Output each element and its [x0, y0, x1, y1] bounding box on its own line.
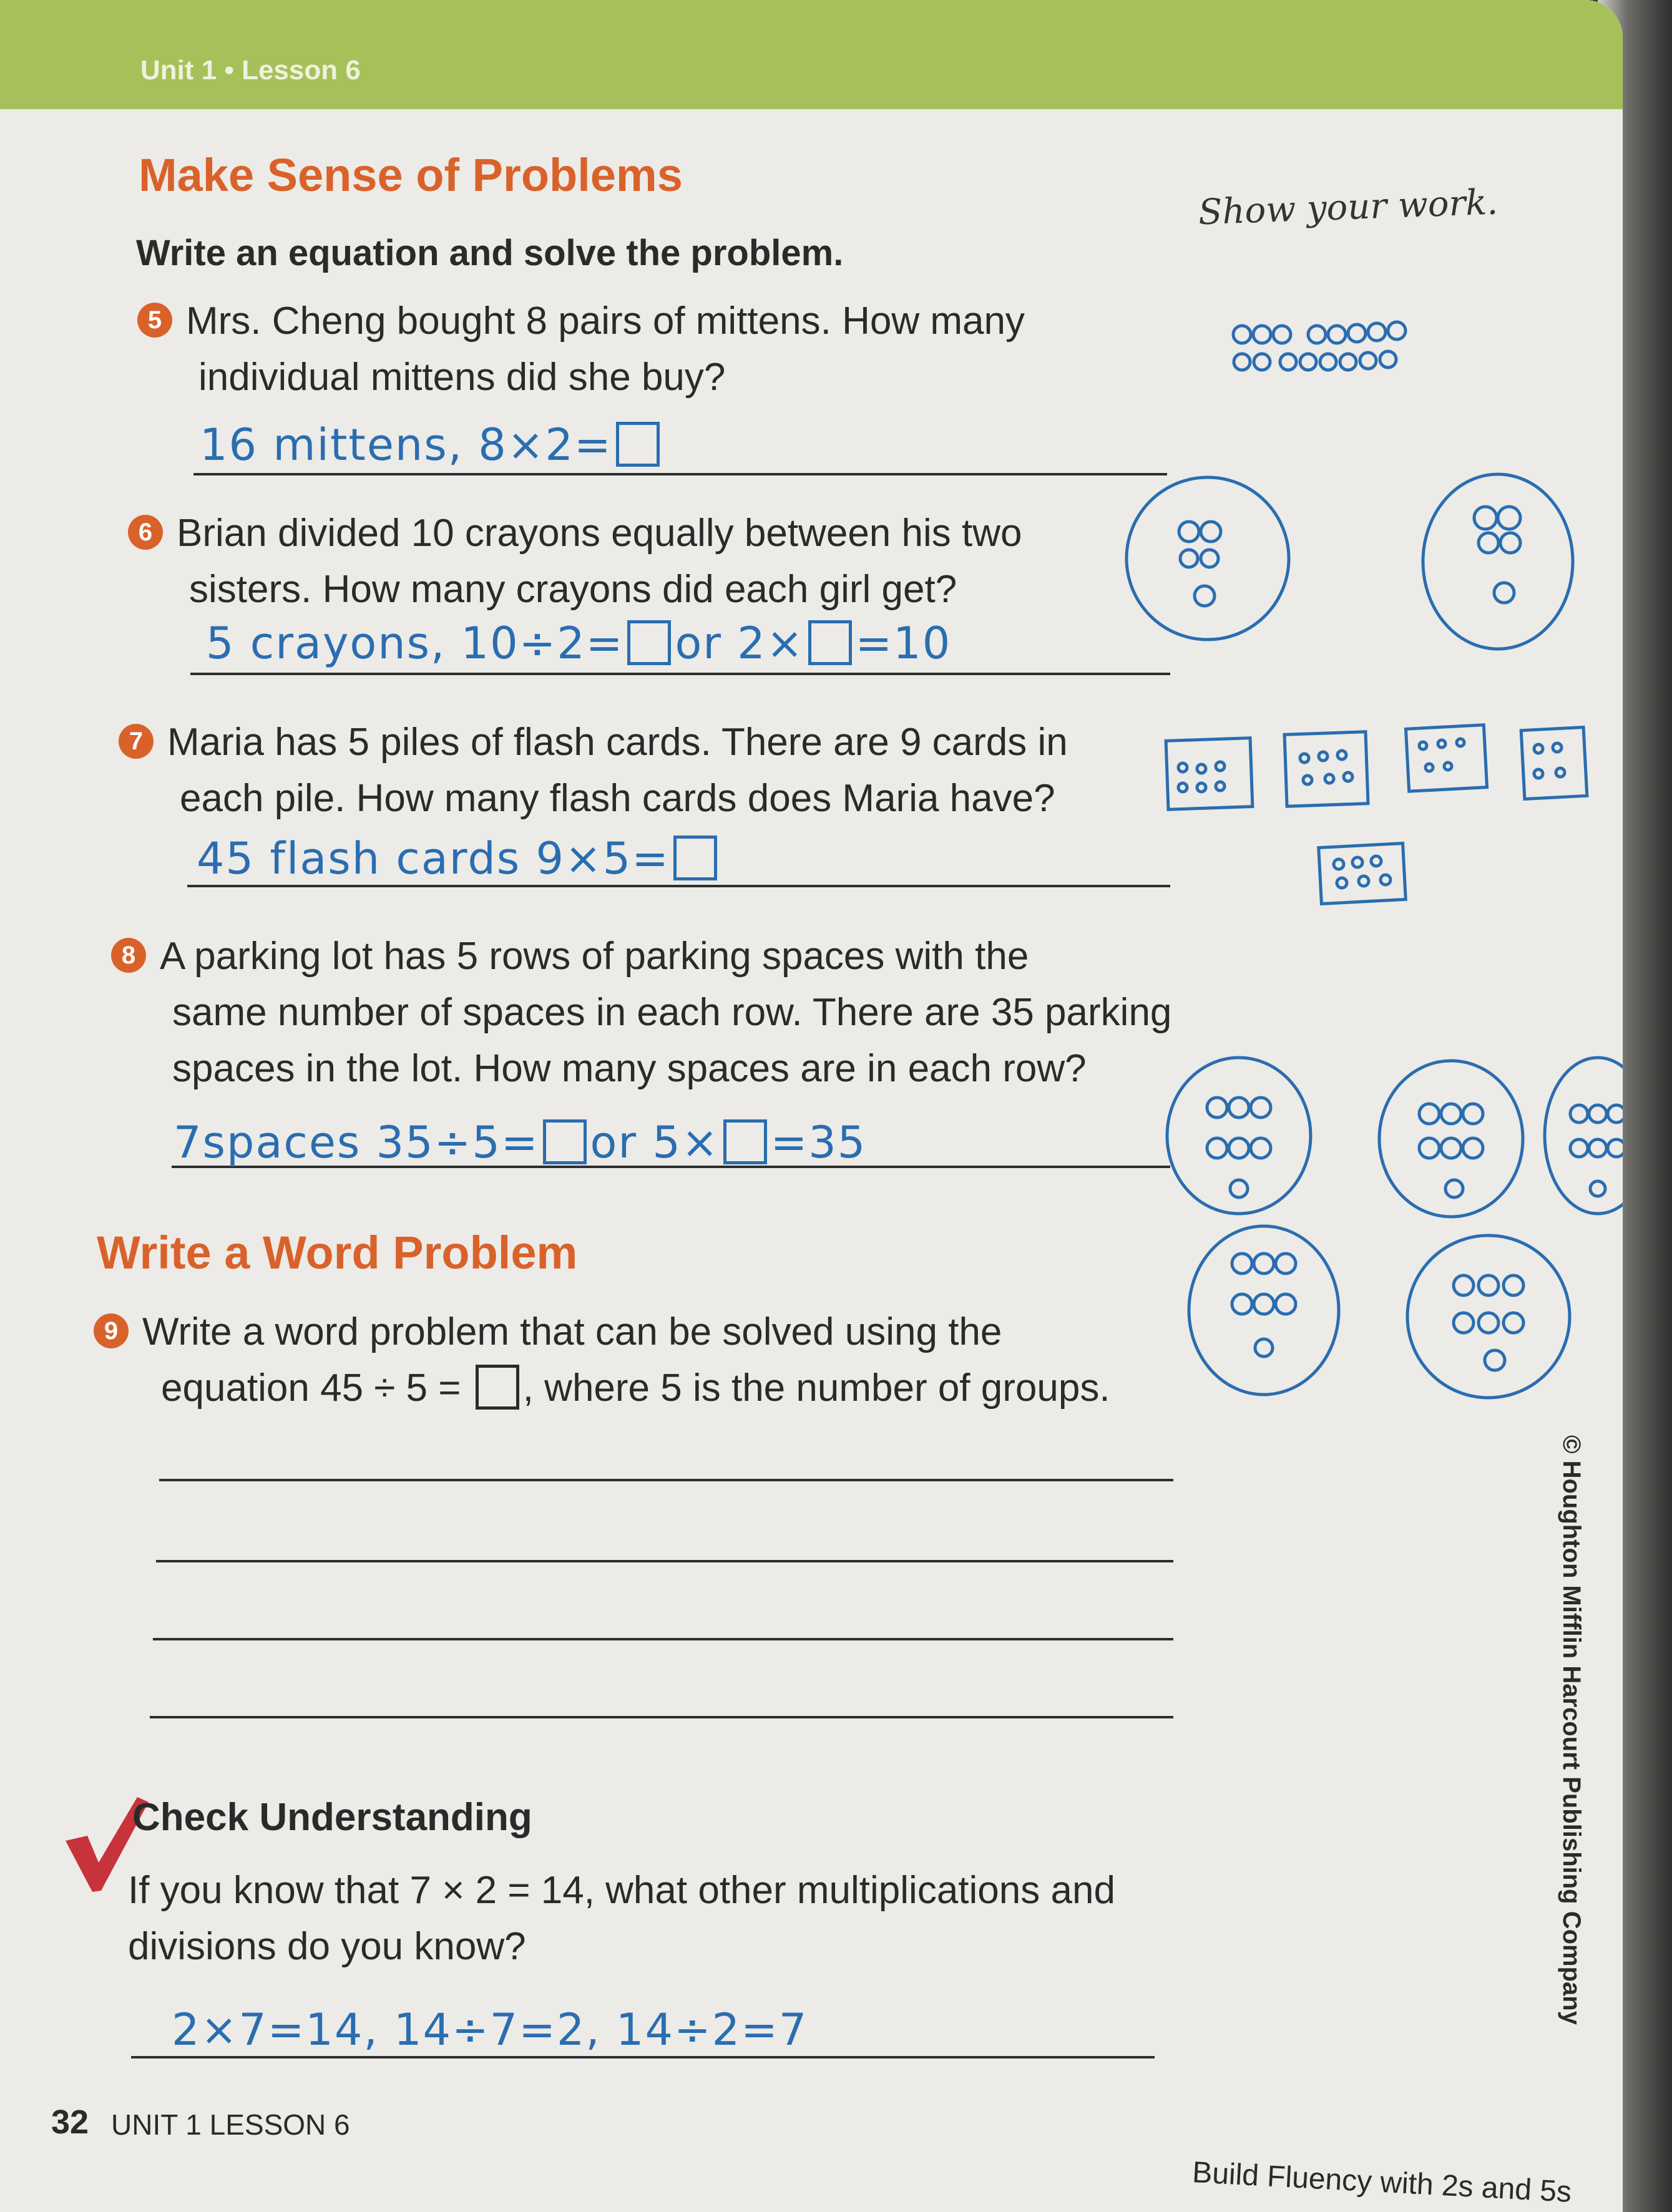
- answer-8: 7spaces 35÷5= or 5× =35: [174, 1117, 867, 1168]
- mittens-circles-sketch: [1233, 322, 1406, 370]
- check-answer: 2×7=14, 14÷7=2, 14÷2=7: [172, 2004, 808, 2055]
- problem-text: Brian divided 10 crayons equally between his two: [177, 512, 1022, 555]
- parking-rows-sketch: [1167, 1058, 1623, 1398]
- footer-lesson-title: Build Fluency with 2s and 5s: [1191, 2156, 1573, 2209]
- unit-lesson-label: Unit 1 • Lesson 6: [140, 55, 361, 85]
- section-title-make-sense: Make Sense of Problems: [139, 149, 683, 201]
- problem-number-badge: 7: [119, 724, 154, 759]
- answer-6: 5 crayons, 10÷2= or 2× =10: [206, 618, 952, 669]
- problem-text: spaces in the lot. How many spaces are in each row?: [172, 1047, 1087, 1090]
- section-title-word-problem: Write a Word Problem: [97, 1227, 578, 1279]
- check-understanding-title: Check Understanding: [132, 1796, 532, 1839]
- copyright-notice: © Houghton Mifflin Harcourt Publishing Company: [1558, 1435, 1585, 2025]
- problem-text: each pile. How many flash cards does Maria have?: [180, 777, 1055, 820]
- problem-text: sisters. How many crayons did each girl get?: [189, 568, 957, 611]
- problem-text: Write a word problem that can be solved using the: [142, 1310, 1002, 1353]
- problem-text: same number of spaces in each row. There are 35 parking: [172, 991, 1172, 1034]
- answer-7: 45 flash cards 9×5=: [197, 833, 721, 884]
- footer-unit-lesson: UNIT 1 LESSON 6: [111, 2108, 350, 2141]
- problem-text: equation 45 ÷ 5 =: [161, 1367, 461, 1410]
- problem-text: If you know that 7 × 2 = 14, what other multiplications and: [128, 1869, 1115, 1912]
- problem-text: A parking lot has 5 rows of parking spaces with the: [160, 935, 1029, 978]
- show-your-work-note: Show your work.: [1198, 182, 1499, 233]
- problem-text: individual mittens did she buy?: [198, 356, 726, 399]
- problem-text: , where 5 is the number of groups.: [522, 1367, 1110, 1410]
- directions: Write an equation and solve the problem.: [136, 233, 844, 273]
- flash-card-piles-sketch: [1166, 725, 1587, 904]
- page-number: 32: [51, 2103, 89, 2141]
- problem-number-badge: 5: [137, 303, 172, 338]
- problem-number-badge: 9: [94, 1313, 129, 1348]
- problem-text: Maria has 5 piles of flash cards. There are 9 cards in: [167, 721, 1068, 764]
- problem-text: divisions do you know?: [128, 1925, 526, 1968]
- problem-number-badge: 6: [128, 515, 163, 550]
- problem-number-badge: 8: [111, 938, 146, 973]
- crayon-groups-sketch: [1127, 474, 1573, 649]
- problem-text: Mrs. Cheng bought 8 pairs of mittens. How many: [186, 300, 1025, 343]
- answer-5: 16 mittens, 8×2=: [200, 419, 663, 470]
